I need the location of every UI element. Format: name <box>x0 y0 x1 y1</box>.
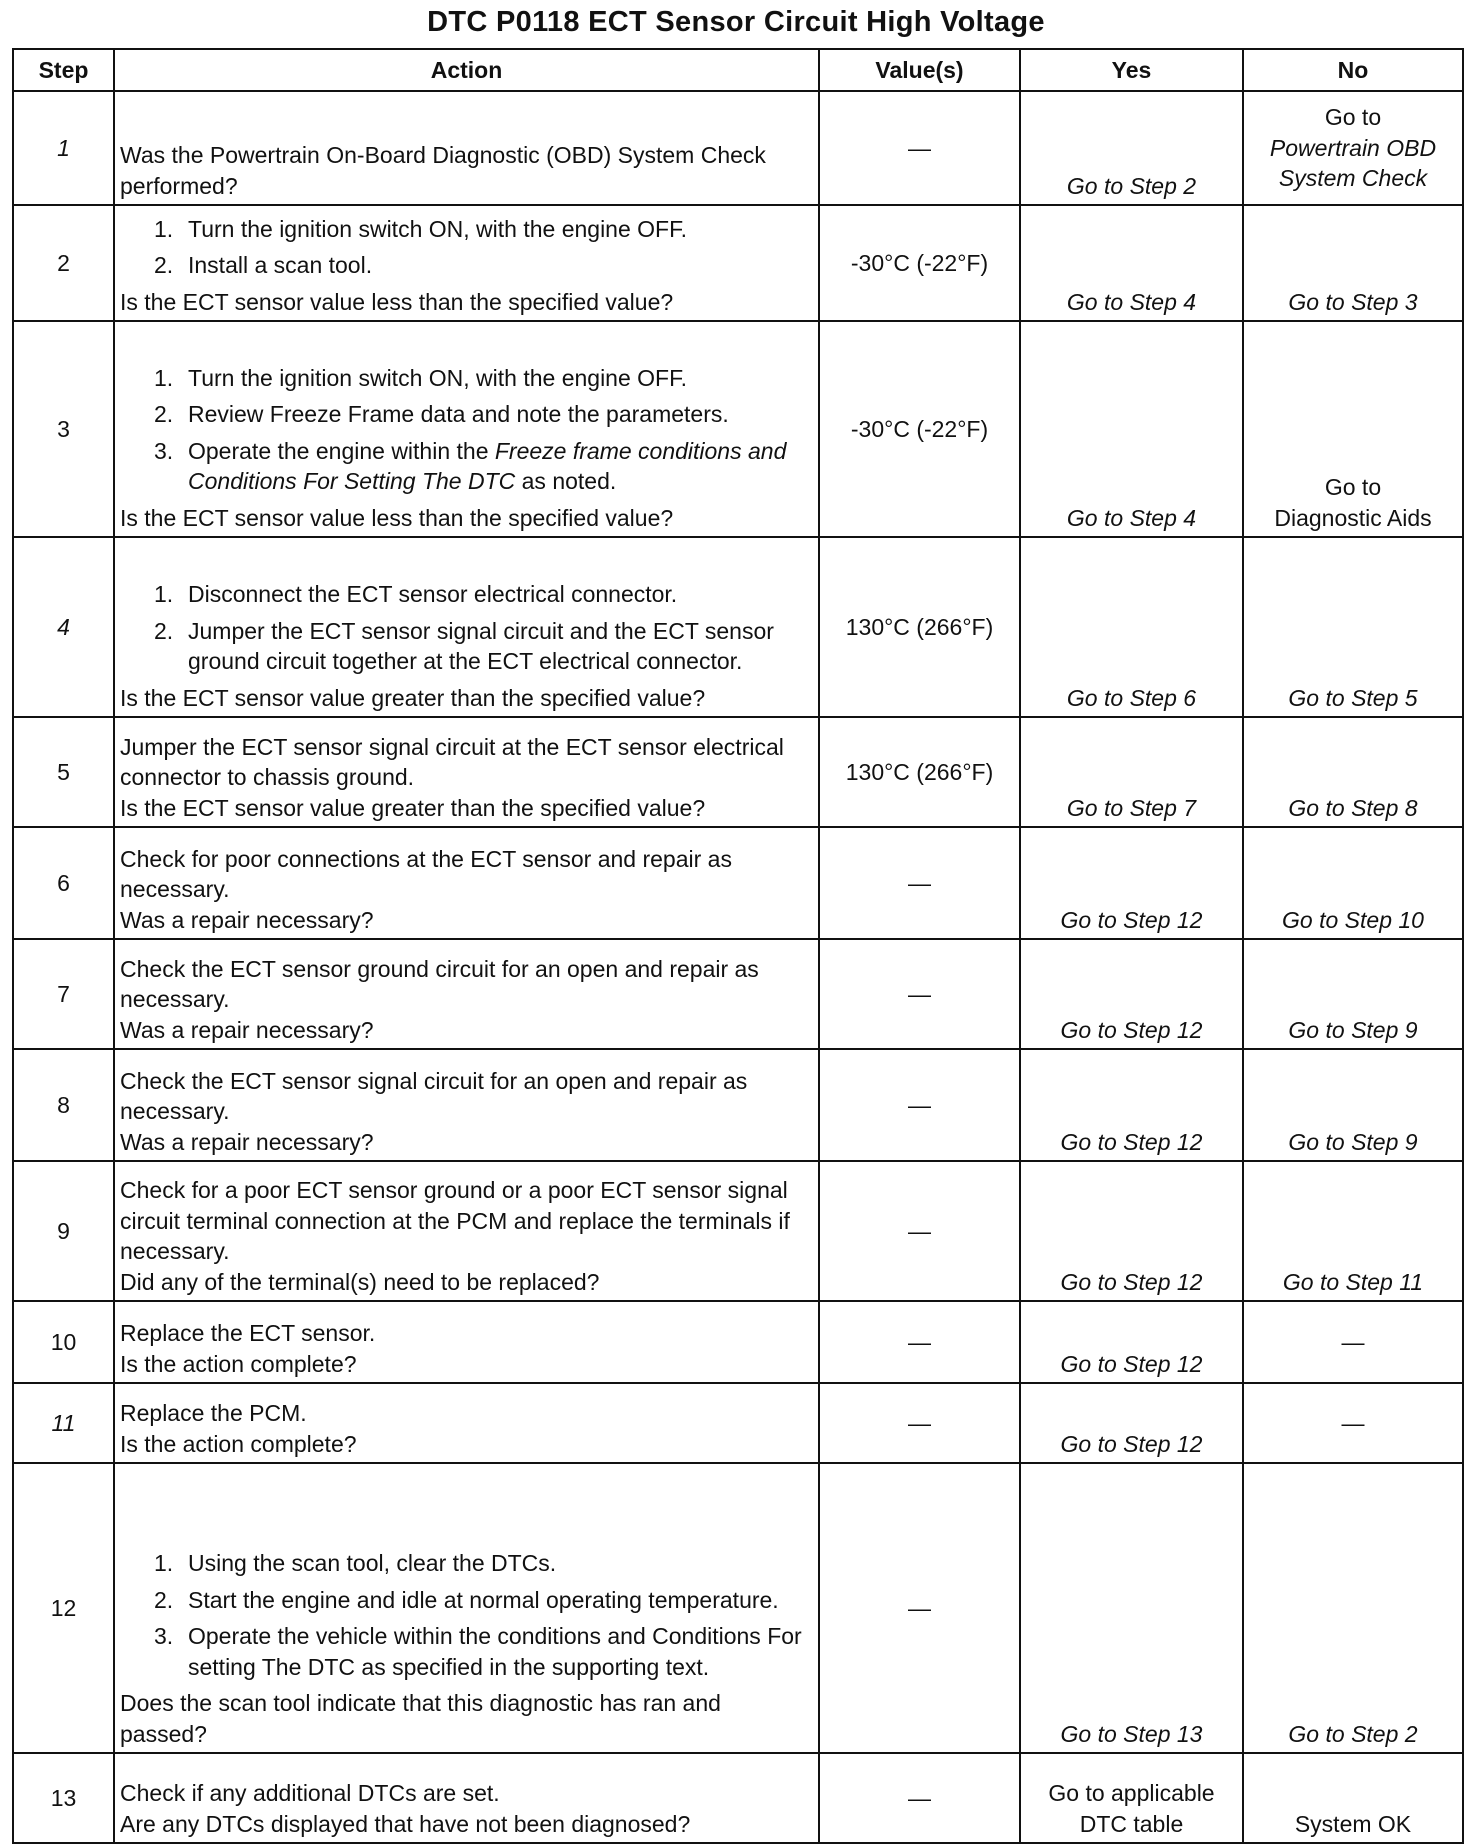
action-question: Does the scan tool indicate that this diagnostic has ran and passed? <box>120 1690 721 1747</box>
no-result <box>1243 91 1463 205</box>
specified-value: — <box>819 1753 1020 1843</box>
action-step-number: 2. <box>154 401 174 427</box>
step-number: 6 <box>13 827 114 939</box>
action-cell <box>114 827 819 939</box>
no-result <box>1243 1161 1463 1301</box>
action-step-number: 1. <box>154 364 174 391</box>
action-step-text: Turn the ignition switch ON, with the engine OFF. <box>188 364 687 391</box>
no-result-text: Go to Step 9 <box>1288 1016 1418 1043</box>
specified-value: — <box>819 1463 1020 1753</box>
no-result <box>1243 1463 1463 1753</box>
action-question: Is the ECT sensor value less than the specified value? <box>120 504 674 531</box>
action-step-item <box>154 1621 814 1682</box>
table-row <box>13 1049 1463 1161</box>
no-result-text: Go to Step 10 <box>1282 906 1424 933</box>
yes-result-text: Go to Step 4 <box>1066 504 1197 531</box>
no-result-text: Go to Step 5 <box>1288 684 1418 711</box>
no-result <box>1243 321 1463 537</box>
step-number: 12 <box>13 1463 114 1753</box>
action-text: Check if any additional DTCs are set. <box>120 1780 500 1806</box>
action-step-number: 2. <box>154 1586 174 1613</box>
action-step-number: 2. <box>154 252 174 278</box>
action-step-item <box>154 579 814 610</box>
action-step-item <box>154 363 814 394</box>
table-row <box>13 1463 1463 1753</box>
yes-result-text: Go to Step 12 <box>1060 1268 1203 1295</box>
step-number: 4 <box>13 537 114 717</box>
no-result-text: — <box>1341 1409 1365 1436</box>
specified-value: — <box>819 1301 1020 1383</box>
action-text: Jumper the ECT sensor signal circuit at the ECT sensor electrical connector to chassis ground. <box>120 733 784 790</box>
no-result <box>1243 537 1463 717</box>
table-row <box>13 91 1463 205</box>
action-step-text: Review Freeze Frame data and note the parameters. <box>188 401 729 427</box>
step-number: 2 <box>13 205 114 321</box>
action-question: Was a repair necessary? <box>120 906 374 933</box>
no-result-text: Go to Step 11 <box>1282 1268 1424 1295</box>
action-cell <box>114 939 819 1049</box>
step-number: 3 <box>13 321 114 537</box>
action-step-text: Disconnect the ECT sensor electrical connector. <box>188 581 678 607</box>
action-cell <box>114 1301 819 1383</box>
action-cell <box>114 1753 819 1843</box>
yes-result-text: Go to Step 7 <box>1066 794 1197 821</box>
action-steps-list <box>120 363 814 497</box>
action-text: Replace the PCM. <box>120 1400 307 1426</box>
yes-result <box>1020 1301 1243 1383</box>
specified-value: -30°C (-22°F) <box>819 205 1020 321</box>
action-step-number: 1. <box>154 581 174 607</box>
action-step-text: Turn the ignition switch ON, with the engine OFF. <box>188 215 687 242</box>
no-result <box>1243 1753 1463 1843</box>
no-result-text: Go to <box>1324 104 1382 131</box>
action-step-text: Jumper the ECT sensor signal circuit and the ECT sensor ground circuit together at the ECT electrical connector. <box>188 617 774 674</box>
step-number: 11 <box>13 1383 114 1463</box>
action-question: Is the ECT sensor value less than the specified value? <box>120 288 674 315</box>
header-values: Value(s) <box>819 49 1020 91</box>
action-question: Is the ECT sensor value greater than the specified value? <box>120 684 706 711</box>
no-result-text: — <box>1341 1328 1365 1355</box>
action-question: Is the action complete? <box>120 1350 357 1377</box>
action-step-item <box>154 399 814 430</box>
table-row <box>13 1301 1463 1383</box>
specified-value: — <box>819 1383 1020 1463</box>
action-cell <box>114 91 819 205</box>
step-number: 9 <box>13 1161 114 1301</box>
no-result <box>1243 1301 1463 1383</box>
specified-value: — <box>819 827 1020 939</box>
action-cell <box>114 321 819 537</box>
action-cell <box>114 1049 819 1161</box>
yes-result <box>1020 1383 1243 1463</box>
table-row <box>13 205 1463 321</box>
yes-result <box>1020 205 1243 321</box>
table-row <box>13 537 1463 717</box>
no-result <box>1243 1049 1463 1161</box>
yes-result-text: Go to Step 4 <box>1066 288 1197 315</box>
step-number: 13 <box>13 1753 114 1843</box>
yes-result <box>1020 537 1243 717</box>
action-step-item <box>154 250 814 281</box>
yes-result-text: Go to applicable <box>1048 1780 1215 1806</box>
action-text: Check for a poor ECT sensor ground or a poor ECT sensor signal circuit terminal connection at the PCM and replace the terminals if necessary. <box>120 1177 790 1264</box>
action-cell <box>114 205 819 321</box>
action-question: Is the ECT sensor value greater than the specified value? <box>120 794 706 821</box>
yes-result-text: Go to Step 12 <box>1060 1350 1203 1377</box>
action-cell <box>114 1463 819 1753</box>
no-result <box>1243 717 1463 827</box>
action-text: Check the ECT sensor signal circuit for an open and repair as necessary. <box>120 1067 748 1124</box>
action-step-item <box>154 436 814 497</box>
yes-result <box>1020 1463 1243 1753</box>
action-cell <box>114 717 819 827</box>
specified-value: -30°C (-22°F) <box>819 321 1020 537</box>
action-text: Replace the ECT sensor. <box>120 1320 376 1346</box>
no-result <box>1243 939 1463 1049</box>
action-step-text: Install a scan tool. <box>188 252 373 278</box>
action-step-number: 3. <box>154 437 174 464</box>
header-no: No <box>1243 49 1463 91</box>
yes-result-text: Go to Step 6 <box>1066 684 1197 711</box>
header-step: Step <box>13 49 114 91</box>
no-result-text: Powertrain OBD System Check <box>1269 134 1437 192</box>
action-question: Is the action complete? <box>120 1430 357 1457</box>
action-step-number: 1. <box>154 1550 174 1576</box>
table-row <box>13 1753 1463 1843</box>
yes-result <box>1020 1753 1243 1843</box>
yes-result <box>1020 827 1243 939</box>
action-step-item <box>154 214 814 245</box>
action-step-item <box>154 1585 814 1616</box>
step-number: 1 <box>13 91 114 205</box>
page-title: DTC P0118 ECT Sensor Circuit High Voltage <box>427 6 1045 38</box>
yes-result-text: Go to Step 12 <box>1060 1430 1203 1457</box>
no-result-text: System OK <box>1294 1810 1412 1837</box>
action-step-item <box>154 616 814 677</box>
yes-result <box>1020 321 1243 537</box>
specified-value: 130°C (266°F) <box>819 717 1020 827</box>
yes-result <box>1020 939 1243 1049</box>
action-cell <box>114 1161 819 1301</box>
action-step-text: Freeze frame conditions and Conditions For Setting The DTC <box>188 437 787 494</box>
table-row <box>13 939 1463 1049</box>
step-number: 5 <box>13 717 114 827</box>
yes-result-text: Go to Step 13 <box>1060 1720 1203 1747</box>
action-question: Was a repair necessary? <box>120 1016 374 1043</box>
yes-result-text: Go to Step 12 <box>1060 1128 1203 1155</box>
table-row <box>13 827 1463 939</box>
no-result <box>1243 1383 1463 1463</box>
table-body <box>13 91 1463 1843</box>
action-step-text: Operate the vehicle within the conditions and Conditions For setting The DTC as specified in the supporting text. <box>188 1623 802 1680</box>
yes-result-text: DTC table <box>1079 1810 1184 1837</box>
specified-value: 130°C (266°F) <box>819 537 1020 717</box>
table-row <box>13 717 1463 827</box>
action-step-number: 3. <box>154 1623 174 1649</box>
yes-result <box>1020 717 1243 827</box>
action-steps-list <box>120 1548 814 1682</box>
action-cell <box>114 537 819 717</box>
action-question: Are any DTCs displayed that have not been diagnosed? <box>120 1810 691 1837</box>
header-yes: Yes <box>1020 49 1243 91</box>
action-step-number: 1. <box>154 215 174 242</box>
action-question: Did any of the terminal(s) need to be replaced? <box>120 1268 600 1295</box>
specified-value: — <box>819 91 1020 205</box>
step-number: 8 <box>13 1049 114 1161</box>
no-result-text: Go to Step 2 <box>1288 1720 1418 1747</box>
yes-result-text: Go to Step 12 <box>1060 1016 1203 1043</box>
action-step-text: as noted. <box>515 468 617 494</box>
step-number: 7 <box>13 939 114 1049</box>
action-text: Check for poor connections at the ECT sensor and repair as necessary. <box>120 845 732 902</box>
action-question: Was a repair necessary? <box>120 1128 374 1155</box>
no-result <box>1243 205 1463 321</box>
yes-result-text: Go to Step 12 <box>1060 906 1203 933</box>
action-text: Was the Powertrain On-Board Diagnostic (OBD) System Check performed? <box>120 142 766 199</box>
action-step-item <box>154 1548 814 1579</box>
no-result <box>1243 827 1463 939</box>
header-action: Action <box>114 49 819 91</box>
table-row <box>13 1383 1463 1463</box>
yes-result-text: Go to Step 2 <box>1066 172 1197 199</box>
yes-result <box>1020 91 1243 205</box>
diagnostic-table <box>12 48 1464 1844</box>
no-result-text: Go to <box>1324 474 1382 500</box>
action-step-text: Operate the engine within the <box>188 437 495 464</box>
yes-result <box>1020 1049 1243 1161</box>
specified-value: — <box>819 1049 1020 1161</box>
no-result-text: Go to Step 8 <box>1288 794 1418 821</box>
diagnostic-table-container <box>12 48 1462 1844</box>
action-step-number: 2. <box>154 617 174 644</box>
specified-value: — <box>819 939 1020 1049</box>
table-row <box>13 1161 1463 1301</box>
action-cell <box>114 1383 819 1463</box>
header-row <box>13 49 1463 91</box>
specified-value: — <box>819 1161 1020 1301</box>
yes-result <box>1020 1161 1243 1301</box>
step-number: 10 <box>13 1301 114 1383</box>
no-result-text: Diagnostic Aids <box>1274 504 1432 531</box>
action-step-text: Using the scan tool, clear the DTCs. <box>188 1550 557 1576</box>
action-step-text: Start the engine and idle at normal operating temperature. <box>188 1586 779 1613</box>
action-steps-list <box>120 579 814 677</box>
no-result-text: Go to Step 3 <box>1288 288 1418 315</box>
no-result-text: Go to Step 9 <box>1288 1128 1418 1155</box>
action-steps-list <box>120 214 814 281</box>
action-text: Check the ECT sensor ground circuit for an open and repair as necessary. <box>120 955 759 1012</box>
table-row <box>13 321 1463 537</box>
